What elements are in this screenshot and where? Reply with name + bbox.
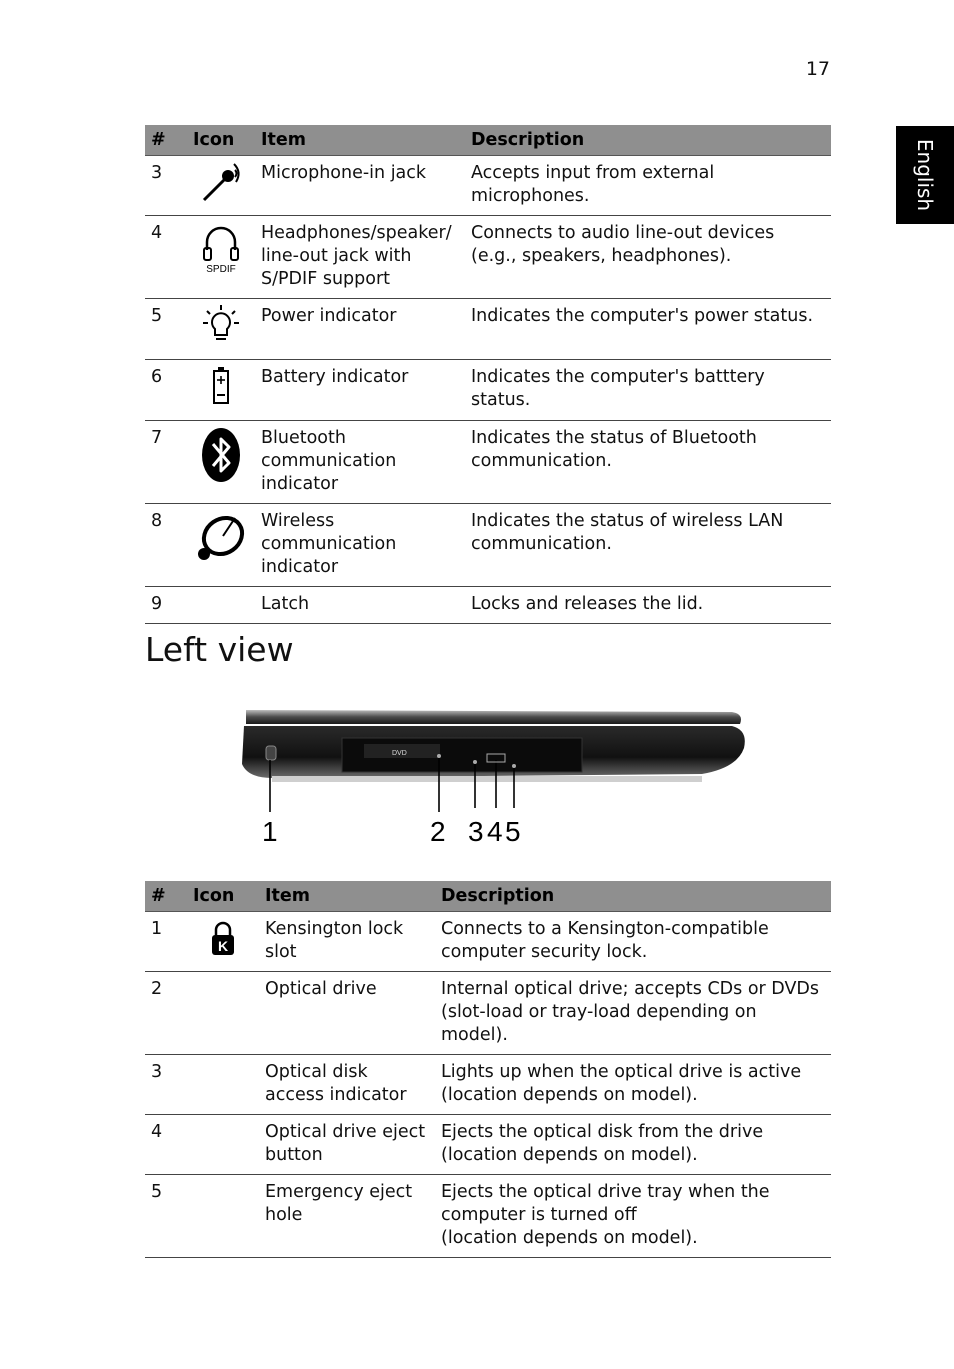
row-item: Latch: [255, 587, 465, 624]
row-description: Indicates the status of wireless LAN communication.: [465, 504, 831, 587]
icon-cell: [187, 360, 255, 421]
row-item: Optical drive eject button: [259, 1115, 435, 1175]
power-indicator-icon: [201, 303, 241, 347]
icon-cell: [187, 587, 255, 624]
row-item: Wireless communication indicator: [255, 504, 465, 587]
header-number: #: [145, 881, 187, 912]
table-row: [145, 421, 831, 504]
icon-cell: [187, 421, 255, 504]
row-description: Locks and releases the lid.: [465, 587, 831, 624]
icon-cell: [187, 1055, 259, 1115]
header-item: Item: [255, 125, 465, 156]
row-number: 4: [145, 1115, 187, 1175]
row-item: Power indicator: [255, 299, 465, 360]
laptop-left-view-illustration: [232, 698, 752, 848]
table-row: [145, 912, 831, 972]
icon-cell: [187, 504, 255, 587]
header-item: Item: [259, 881, 435, 912]
header-icon: Icon: [187, 125, 255, 156]
row-description: Indicates the computer's power status.: [465, 299, 831, 360]
callout-3: 3: [468, 816, 484, 847]
language-tab: [896, 126, 954, 224]
row-number: 8: [145, 504, 187, 587]
battery-icon: [206, 364, 236, 408]
svg-text:DVD: DVD: [392, 750, 407, 757]
row-item: Battery indicator: [255, 360, 465, 421]
table-header-row: [145, 881, 831, 912]
table-row: [145, 1115, 831, 1175]
description-line: Ejects the optical drive tray when the computer is turned off: [441, 1182, 770, 1225]
description-line: (location depends on model).: [441, 1228, 698, 1248]
icon-cell: [187, 299, 255, 360]
icon-cell: [187, 1175, 259, 1258]
row-item: Kensington lock slot: [259, 912, 435, 972]
table-row: [145, 1175, 831, 1258]
table-row: [145, 972, 831, 1055]
row-description: Indicates the status of Bluetooth communication.: [465, 421, 831, 504]
header-icon: Icon: [187, 881, 259, 912]
table-row: [145, 299, 831, 360]
spdif-label: SPDIF: [206, 264, 236, 274]
table-row: [145, 216, 831, 299]
row-item: Bluetooth communication indicator: [255, 421, 465, 504]
row-number: 9: [145, 587, 187, 624]
row-description: Indicates the computer's batttery status.: [465, 360, 831, 421]
row-number: 1: [145, 912, 187, 972]
row-number: 3: [145, 1055, 187, 1115]
table-row: [145, 587, 831, 624]
table-header-row: [145, 125, 831, 156]
row-item: Headphones/speaker/ line-out jack with S/PDIF support: [255, 216, 465, 299]
language-tab-label: English: [913, 138, 937, 212]
callout-1: 1: [262, 816, 278, 847]
row-item: Optical disk access indicator: [259, 1055, 435, 1115]
row-description: Accepts input from external microphones.: [465, 156, 831, 216]
microphone-icon: [198, 160, 244, 204]
row-description: [435, 1175, 831, 1258]
table-row: [145, 156, 831, 216]
row-description: Ejects the optical disk from the drive (location depends on model).: [435, 1115, 831, 1175]
row-number: 2: [145, 972, 187, 1055]
icon-cell: [187, 1115, 259, 1175]
section-title: Left view: [145, 630, 294, 669]
icon-cell: [187, 156, 255, 216]
row-number: 3: [145, 156, 187, 216]
headphones-spdif-icon: [198, 220, 244, 274]
row-description: Lights up when the optical drive is active (location depends on model).: [435, 1055, 831, 1115]
wireless-icon: [195, 508, 247, 564]
row-number: 4: [145, 216, 187, 299]
row-number: 7: [145, 421, 187, 504]
top-view-spec-table: [145, 125, 831, 624]
row-number: 5: [145, 1175, 187, 1258]
header-description: Description: [465, 125, 831, 156]
table-row: [145, 1055, 831, 1115]
kensington-lock-icon: [203, 916, 243, 960]
header-number: #: [145, 125, 187, 156]
table-row: [145, 504, 831, 587]
row-description: Internal optical drive; accepts CDs or DVDs (slot-load or tray-load depending on model).: [435, 972, 831, 1055]
row-number: 5: [145, 299, 187, 360]
table-row: [145, 360, 831, 421]
callout-5: 5: [505, 816, 521, 847]
left-view-spec-table: [145, 881, 831, 1258]
callout-4: 4: [487, 816, 503, 847]
row-item: Optical drive: [259, 972, 435, 1055]
row-item: Emergency eject hole: [259, 1175, 435, 1258]
row-item: Microphone-in jack: [255, 156, 465, 216]
row-number: 6: [145, 360, 187, 421]
row-description: Connects to a Kensington-compatible computer security lock.: [435, 912, 831, 972]
icon-cell: [187, 972, 259, 1055]
page-number: 17: [805, 58, 830, 80]
kensington-k-label: K: [217, 938, 229, 954]
bluetooth-icon: [199, 425, 243, 485]
callout-2: 2: [430, 816, 446, 847]
row-description: Connects to audio line-out devices (e.g., speakers, headphones).: [465, 216, 831, 299]
icon-cell: [187, 912, 259, 972]
header-description: Description: [435, 881, 831, 912]
icon-cell: [187, 216, 255, 299]
